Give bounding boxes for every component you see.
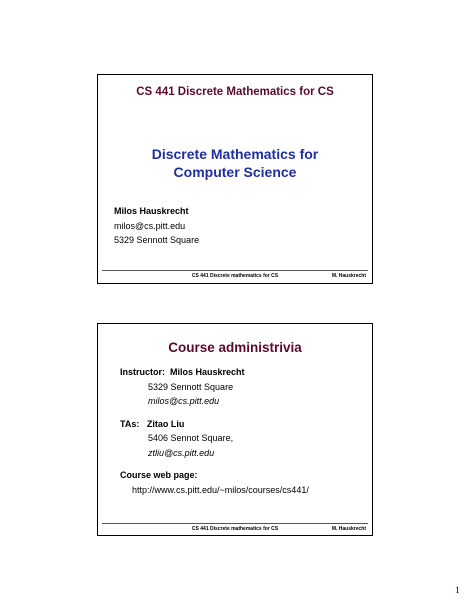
footer-course: CS 441 Discrete mathematics for CS (191, 273, 279, 279)
title-line-2: Computer Science (173, 164, 297, 180)
author-name: Milos Hauskrecht (114, 206, 189, 216)
slide-title (97, 74, 373, 284)
administrivia-body (120, 365, 309, 497)
author-email: milos@cs.pitt.edu (114, 220, 186, 231)
slide-administrivia (97, 323, 373, 536)
instructor-line (120, 365, 309, 380)
footer-author: M. Hauskrecht (331, 526, 366, 532)
author-block (114, 204, 199, 248)
footer-divider (102, 523, 368, 524)
ta-email: ztliu@cs.pitt.edu (148, 447, 215, 458)
ta-name: Zitao Liu (146, 418, 185, 429)
slide-title-text (98, 145, 372, 181)
web-url[interactable]: http://www.cs.pitt.edu/~milos/courses/cs441/ (132, 484, 309, 495)
author-office: 5329 Sennott Square (114, 235, 200, 245)
footer-author: M. Hauskrecht (331, 273, 366, 279)
instructor-office: 5329 Sennott Square (148, 381, 234, 392)
slide-title-text: Course administrivia (168, 340, 302, 355)
instructor-name: Milos Hauskrecht (170, 367, 245, 377)
instructor-label: Instructor: (120, 367, 165, 377)
page-number: 1 (455, 585, 460, 595)
title-line-1: Discrete Mathematics for (151, 146, 319, 162)
footer-divider (102, 270, 368, 271)
instructor-email: milos@cs.pitt.edu (148, 396, 220, 406)
footer-course: CS 441 Discrete mathematics for CS (191, 526, 279, 532)
ta-office: 5406 Sennot Square, (148, 433, 234, 443)
ta-label: TAs: (120, 418, 140, 429)
course-header: CS 441 Discrete Mathematics for CS (136, 86, 334, 98)
ta-line (120, 417, 309, 432)
web-label: Course web page: (120, 470, 198, 480)
